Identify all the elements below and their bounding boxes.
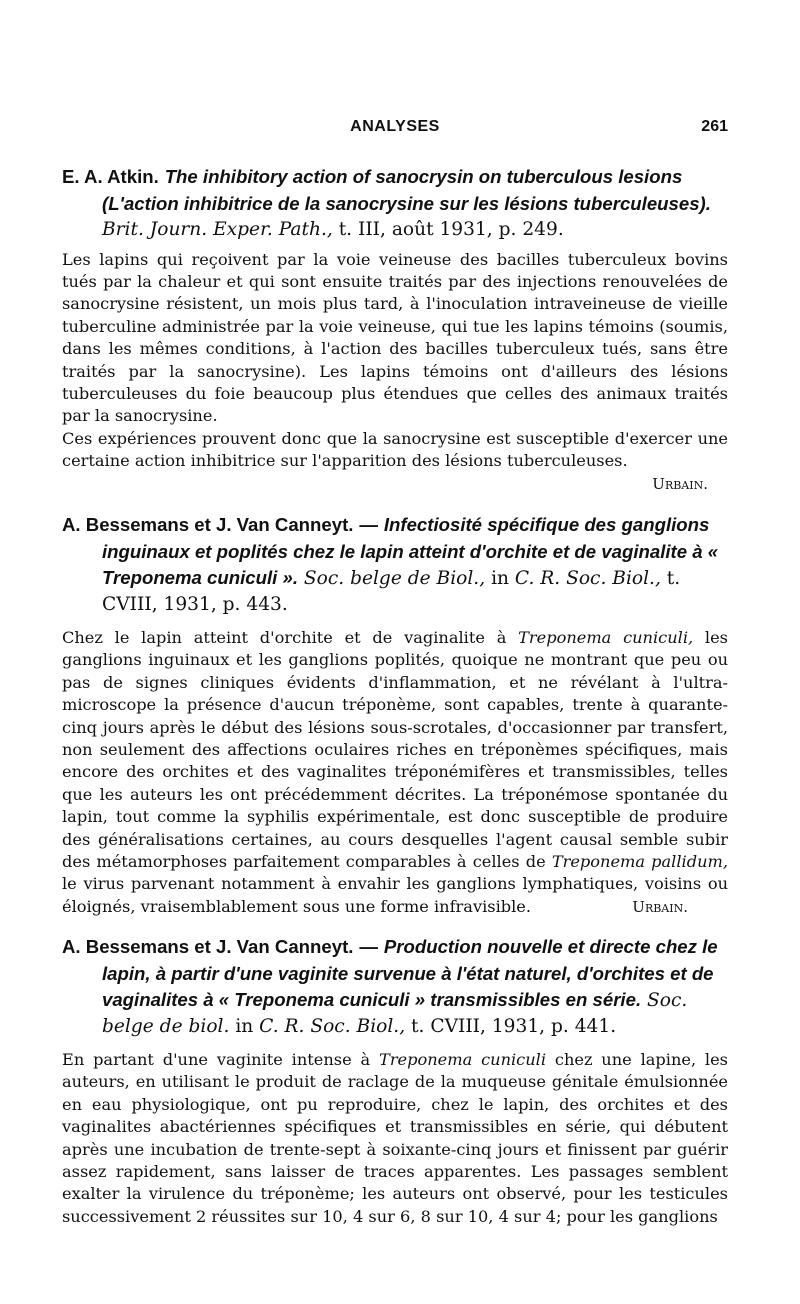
running-head — [62, 118, 728, 144]
species-name: Treponema pallidum, — [551, 852, 728, 872]
abstract-entry-1 — [62, 164, 728, 495]
entry-journal: Soc. belge de biol. — [102, 990, 688, 1037]
entry-author: A. Bessemans et J. Van Canneyt. — [62, 514, 354, 535]
abstract-entry-2 — [62, 512, 728, 918]
entry-title: Production nouvelle et directe chez le lapin, à partir d'une vaginite survenue à l'état naturel, d'orchites et de vaginalites à « Treponema cuniculi » transmissibles en série. — [102, 936, 718, 1010]
entry-journal: Brit. Journ. Exper. Path., — [102, 219, 333, 240]
abstract-paragraph: Les lapins qui reçoivent par la voie veineuse des bacilles tuberculeux bovins tués par la chaleur et qui sont ensuite traités par des injections renouvelées de sanocrysine résistent, un mois plus tard, à l'inoculation intraveineuse de vieille tuberculine administrée par la voie veineuse, qui tue les lapins témoins (soumis, dans les mêmes conditions, à l'action des bacilles tuberculeux tués, sans être traités par la sanocrysine). Les lapins témoins ont d'ailleurs des lésions tuberculeuses du foie beaucoup plus étendues que celles des animaux traités par la sanocrysine. — [62, 249, 728, 426]
entry-author: E. A. Atkin. — [62, 166, 159, 187]
entry-journal-secondary: C. R. Soc. Biol., — [259, 1015, 406, 1037]
abstract-entry-3 — [62, 934, 728, 1228]
entry-heading — [62, 164, 728, 243]
section-title: ANALYSES — [350, 118, 440, 135]
abstract-paragraph: Ces expériences prouvent donc que la sanocrysine est susceptible d'exercer une certaine action inhibitrice sur l'apparition des lésions tuberculeuses. — [62, 428, 728, 471]
abstract-paragraph — [62, 1049, 728, 1228]
entry-reference: t. CVIII, 1931, p. 443. — [102, 568, 681, 615]
entry-author: A. Bessemans et J. Van Canneyt. — [62, 936, 354, 957]
entry-separator: — — [359, 936, 378, 957]
entry-heading — [62, 934, 728, 1039]
reviewer-signature: Urbain. — [632, 897, 688, 916]
entry-title: The inhibitory action of sanocrysin on tuberculous lesions — [164, 166, 683, 187]
species-name: Treponema cuniculi, — [518, 628, 694, 647]
entry-connector: in — [235, 1015, 254, 1037]
abstract-paragraph — [62, 627, 728, 918]
species-name: Treponema cuniculi — [379, 1050, 547, 1069]
paragraph-text: les ganglions inguinaux et les ganglions poplités, quoique ne montrant que peu ou pas de signes cliniques évidents d'inflammation, et ne révélant à l'ultra-microscope la présence d'aucun tréponème, sont capables, trente à quarante-cinq jours après le début des lésions sous-scrotales, d'occasionner par transfert, non seulement des affections oculaires riches en tréponèmes spécifiques, mais encore des orchites et des vaginalites tréponémifères et transmissibles, telles que les auteurs les ont précédemment décrites. La tréponémose spontanée du lapin, tout comme la syphilis expérimentale, est donc susceptible de produire des généralisations certaines, au cours desquelles l'agent causal semble subir des métamorphoses parfaitement comparables à celles de — [62, 628, 728, 872]
entry-journal-secondary: C. R. Soc. Biol., — [514, 568, 661, 589]
entry-connector: in — [491, 568, 509, 589]
page-number: 261 — [701, 118, 728, 135]
entry-title-translated: (L'action inhibitrice de la sanocrysine sur les lésions tuberculeuses). — [102, 192, 711, 214]
entry-heading — [62, 512, 728, 617]
entry-separator: — — [359, 514, 378, 535]
paragraph-text: le virus parvenant notamment à envahir les ganglions lymphatiques, voisins ou éloignés, vraisemblablement sous une forme infravisible. — [62, 874, 728, 916]
entry-journal: Soc. belge de Biol., — [303, 568, 486, 589]
reviewer-signature: Urbain. — [652, 474, 708, 493]
entry-reference: t. CVIII, 1931, p. 441. — [411, 1015, 617, 1037]
paragraph-text: chez une lapine, les auteurs, en utilisant le produit de raclage de la muqueuse génitale émulsionnée en eau physiologique, ont pu reproduire, chez le lapin, des orchites et des vaginalites abactériennes spécifiques et transmissibles en série, qui débutent après une incubation de trente-sept à soixante-cinq jours et finissent par guérir assez rapidement, sans laisser de traces apparentes. Les passages semblent exalter la virulence du tréponème; les auteurs ont observé, pour les testicules successivement 2 réussites sur 10, 4 sur 6, 8 sur 10, 4 sur 4; pour les ganglions — [62, 1050, 728, 1226]
entry-reference: t. III, août 1931, p. 249. — [338, 219, 564, 240]
paragraph-text: Chez le lapin atteint d'orchite et de vaginalite à — [62, 628, 507, 647]
paragraph-text: En partant d'une vaginite intense à — [62, 1050, 371, 1069]
entry-title: Infectiosité spécifique des ganglions inguinaux et poplités chez le lapin atteint d'orchite et de vaginalite à « Treponema cuniculi ». — [102, 514, 719, 588]
